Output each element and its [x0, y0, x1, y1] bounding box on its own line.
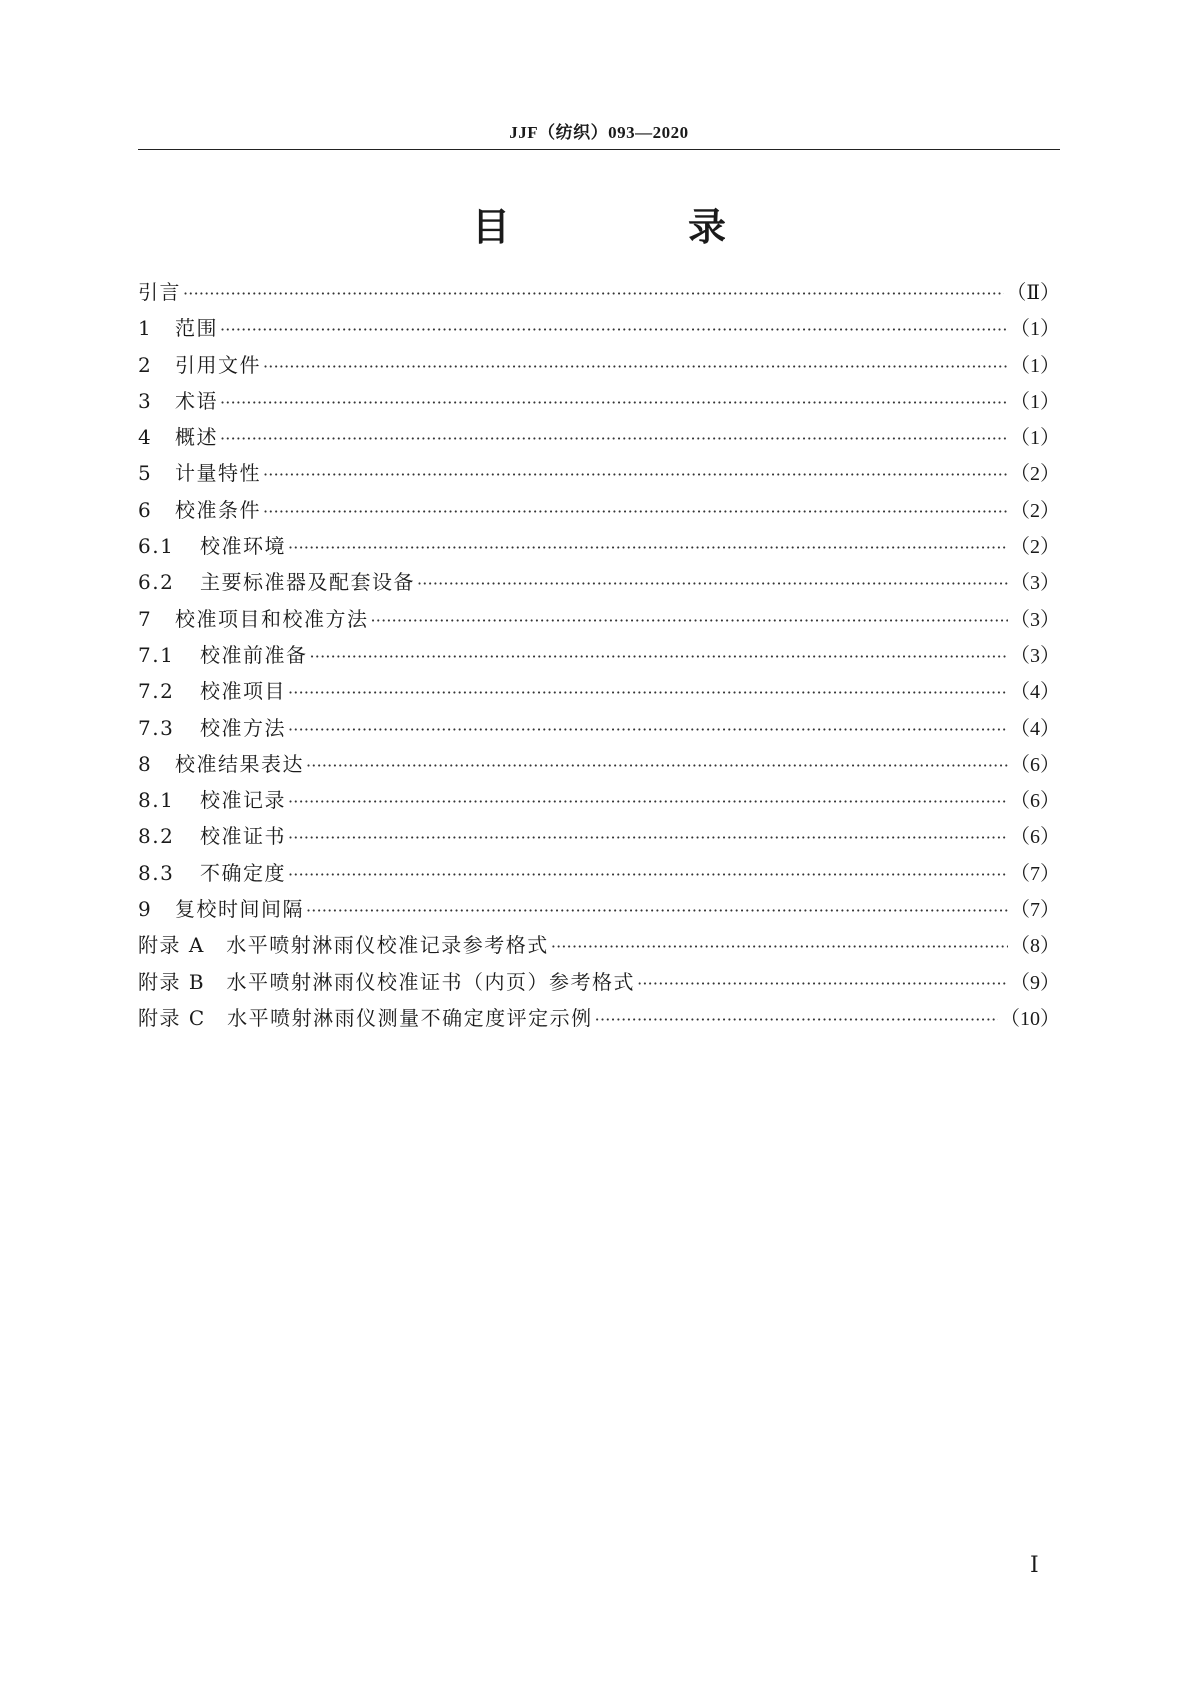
toc-entry-page: （10） — [1000, 1007, 1060, 1030]
toc-leader-dots — [551, 933, 1008, 957]
page-title: 目 录 — [471, 205, 796, 249]
toc-entry-page: （4） — [1010, 717, 1060, 740]
toc-entry-page: （9） — [1010, 971, 1060, 994]
toc-entry[interactable] — [138, 929, 1060, 965]
toc-entry[interactable] — [138, 457, 1060, 493]
toc-entry-label: 校准环境 — [200, 534, 286, 559]
toc-leader-dots — [371, 607, 1009, 631]
toc-entry-page: （7） — [1010, 899, 1060, 922]
toc-leader-dots — [288, 679, 1008, 703]
toc-entry[interactable] — [138, 893, 1060, 929]
toc-leader-dots — [263, 461, 1008, 485]
toc-entry[interactable] — [138, 312, 1060, 348]
toc-entry-number: 6.1 — [138, 534, 175, 559]
toc-entry[interactable] — [138, 494, 1060, 530]
toc-entry-label: 附录 A 水平喷射淋雨仪校准记录参考格式 — [138, 933, 549, 958]
toc-leader-dots — [263, 498, 1008, 522]
toc-entry-page: （3） — [1010, 644, 1060, 667]
toc-entry[interactable] — [138, 712, 1060, 748]
toc-entry-page: （8） — [1010, 935, 1060, 958]
toc-leader-dots — [288, 861, 1008, 885]
toc-entry-label: 校准前准备 — [200, 642, 308, 667]
toc-entry-number: 7.3 — [138, 715, 175, 740]
toc-entry-number: 9 — [138, 897, 153, 922]
toc-leader-dots — [288, 824, 1008, 848]
toc-leader-dots — [637, 970, 1008, 994]
toc-entry-label: 校准方法 — [200, 715, 286, 740]
toc-entry-number: 2 — [138, 352, 153, 377]
toc-entry-number: 7 — [138, 606, 153, 631]
toc-entry[interactable] — [138, 784, 1060, 820]
toc-entry-label: 概述 — [175, 425, 218, 450]
toc-entry-label: 不确定度 — [200, 860, 286, 885]
toc-entry-page: （1） — [1010, 318, 1060, 341]
toc-leader-dots — [220, 425, 1008, 449]
toc-leader-dots — [595, 1006, 998, 1030]
toc-entry-label: 引用文件 — [175, 352, 261, 377]
toc-entry-label: 校准证书 — [200, 824, 286, 849]
toc-leader-dots — [220, 389, 1008, 413]
toc-entry-page: （3） — [1010, 608, 1060, 631]
toc-entry-number: 6 — [138, 497, 153, 522]
toc-entry-page: （3） — [1010, 572, 1060, 595]
toc-leader-dots — [310, 643, 1009, 667]
toc-entry-page: （1） — [1010, 390, 1060, 413]
toc-entry[interactable] — [138, 675, 1060, 711]
toc-entry-number: 7.2 — [138, 679, 175, 704]
toc-entry[interactable] — [138, 421, 1060, 457]
toc-entry[interactable] — [138, 639, 1060, 675]
page-number: Ⅰ — [1030, 1552, 1039, 1577]
toc-entry-label: 校准结果表达 — [175, 751, 304, 776]
toc-entry-page: （4） — [1010, 681, 1060, 704]
toc-leader-dots — [288, 788, 1008, 812]
toc-entry[interactable] — [138, 857, 1060, 893]
toc-leader-dots — [220, 316, 1008, 340]
toc-entry[interactable] — [138, 566, 1060, 602]
toc-entry[interactable] — [138, 966, 1060, 1002]
toc-entry-page: （Ⅱ） — [1006, 282, 1060, 304]
toc-entry-label: 计量特性 — [175, 461, 261, 486]
toc-entry-page: （2） — [1010, 536, 1060, 559]
toc-entry-label: 术语 — [175, 388, 218, 413]
toc-leader-dots — [417, 570, 1008, 594]
toc-entry-label: 附录 C 水平喷射淋雨仪测量不确定度评定示例 — [138, 1005, 593, 1030]
toc-entry-label: 校准项目和校准方法 — [175, 606, 369, 631]
toc-entry-label: 引言 — [138, 280, 181, 304]
toc-entry[interactable] — [138, 349, 1060, 385]
toc-entry-number: 8.3 — [138, 860, 175, 885]
toc-entry-page: （6） — [1010, 753, 1060, 776]
toc-entry[interactable] — [138, 1002, 1060, 1038]
toc-entry-number: 6.2 — [138, 570, 175, 595]
toc-entry-page: （2） — [1010, 499, 1060, 522]
toc-entry[interactable] — [138, 748, 1060, 784]
toc-entry[interactable] — [138, 820, 1060, 856]
toc-leader-dots — [288, 716, 1008, 740]
toc-leader-dots — [306, 752, 1008, 776]
toc-entry-label: 主要标准器及配套设备 — [200, 570, 415, 595]
toc-entry-page: （6） — [1010, 826, 1060, 849]
table-of-contents — [138, 276, 1060, 1038]
toc-entry[interactable] — [138, 603, 1060, 639]
toc-entry-number: 4 — [138, 425, 153, 450]
toc-leader-dots — [263, 353, 1008, 377]
toc-entry-number: 5 — [138, 461, 153, 486]
toc-entry[interactable] — [138, 530, 1060, 566]
toc-entry-label: 复校时间间隔 — [175, 897, 304, 922]
header-divider — [138, 149, 1060, 150]
toc-entry-number: 3 — [138, 388, 153, 413]
toc-entry-label: 附录 B 水平喷射淋雨仪校准证书（内页）参考格式 — [138, 969, 636, 994]
toc-entry-number: 8.1 — [138, 788, 175, 813]
toc-entry[interactable] — [138, 276, 1060, 312]
toc-entry-number: 8.2 — [138, 824, 175, 849]
document-code-header: JJF（纺织）093—2020 — [509, 123, 689, 142]
toc-entry-page: （1） — [1010, 427, 1060, 450]
toc-entry-number: 8 — [138, 751, 153, 776]
toc-leader-dots — [306, 897, 1008, 921]
toc-entry-number: 7.1 — [138, 642, 175, 667]
toc-entry-label: 校准项目 — [200, 679, 286, 704]
toc-entry-page: （2） — [1010, 463, 1060, 486]
toc-entry-label: 校准记录 — [200, 788, 286, 813]
toc-entry-number: 1 — [138, 316, 153, 341]
toc-entry-page: （1） — [1010, 354, 1060, 377]
toc-entry[interactable] — [138, 385, 1060, 421]
toc-entry-label: 校准条件 — [175, 497, 261, 522]
toc-leader-dots — [183, 280, 1004, 304]
toc-entry-page: （6） — [1010, 790, 1060, 813]
toc-leader-dots — [288, 534, 1008, 558]
toc-entry-label: 范围 — [175, 316, 218, 341]
toc-entry-page: （7） — [1010, 862, 1060, 885]
